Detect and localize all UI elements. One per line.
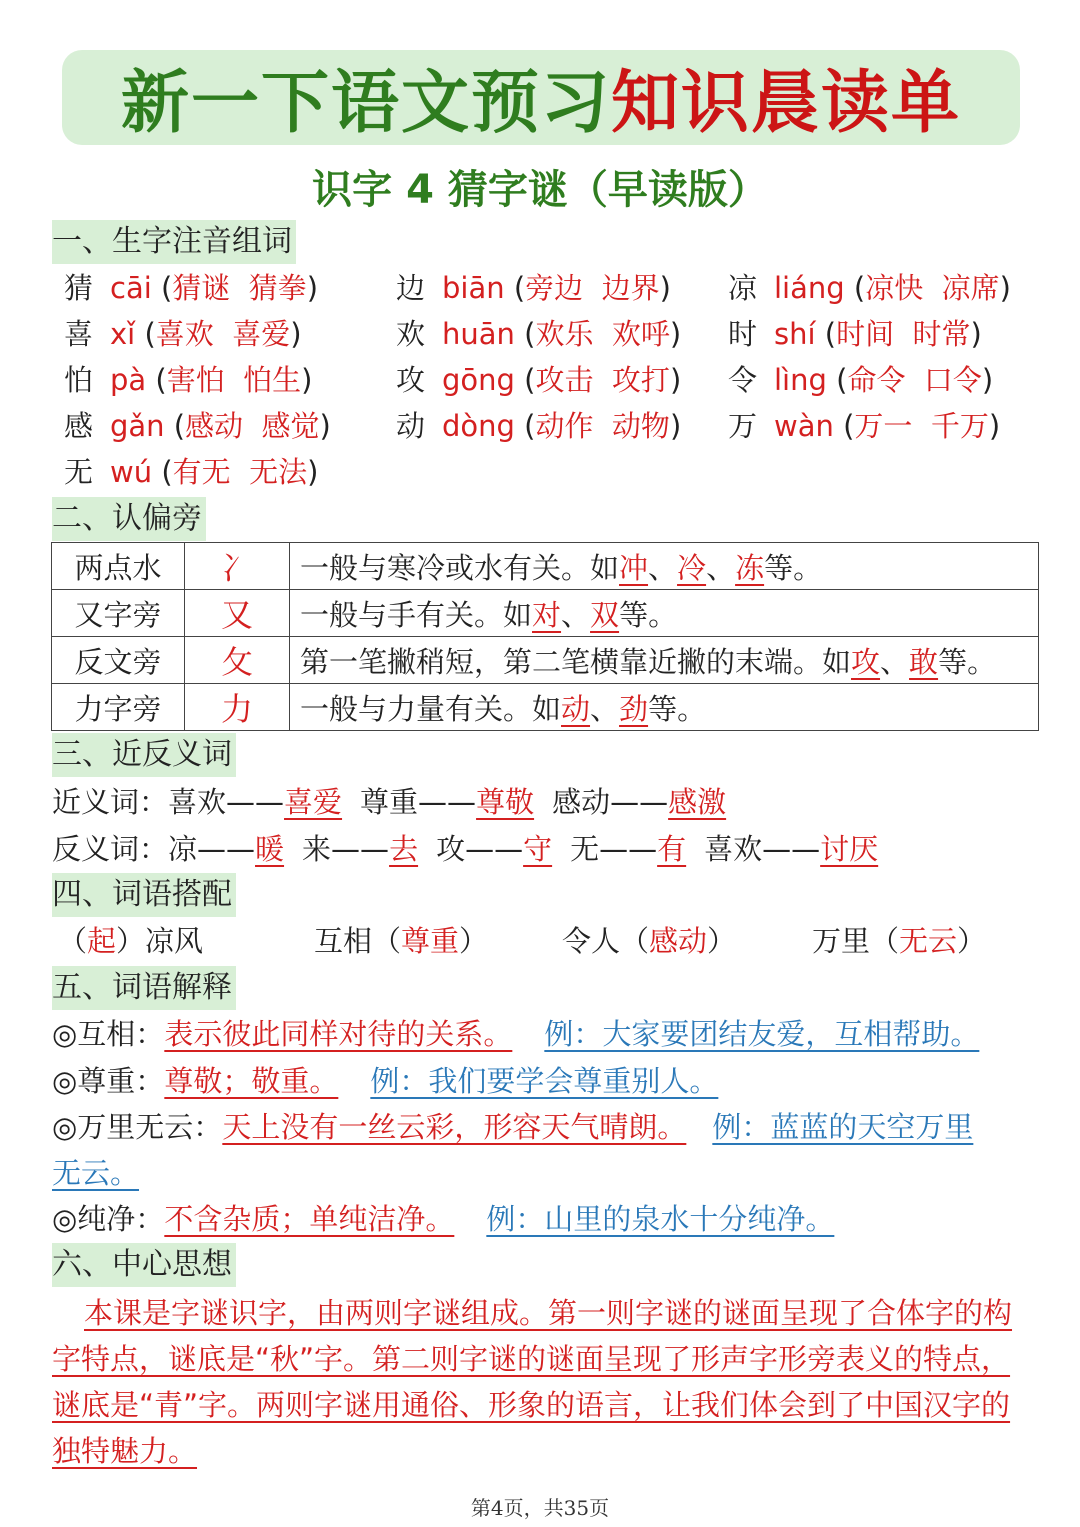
paren-close: ) — [669, 409, 682, 443]
paren-open: ( — [833, 409, 855, 443]
vocab-words: 凉快 凉席 — [865, 271, 1000, 305]
collocation-prefix: （ — [58, 924, 88, 958]
section-heading-definitions: 五、词语解释 — [52, 966, 236, 1010]
title-banner — [62, 50, 1020, 145]
paren-close: ) — [301, 363, 313, 397]
collocation-suffix: ）凉风 — [116, 924, 204, 958]
vocab-pinyin: pà — [110, 363, 147, 397]
word-pair-answer: 暖 — [255, 832, 285, 866]
radical-name: 又字旁 — [52, 590, 185, 637]
definition-term: ◎互相： — [52, 1017, 165, 1051]
definition-meaning: 不含杂质；单纯洁净。 — [164, 1202, 455, 1236]
vocab-words: 攻击 攻打 — [535, 363, 670, 397]
vocab-pinyin: huān — [442, 317, 515, 351]
radical-example: 对 — [532, 597, 562, 632]
radical-symbol: 冫 — [185, 543, 290, 590]
definition-term: ◎尊重： — [52, 1064, 165, 1098]
radical-description-text: 第一笔撇稍短，第二笔横靠近撇的末端。如 — [300, 644, 852, 679]
radical-name: 两点水 — [52, 543, 185, 590]
vocab-words: 命令 口令 — [847, 363, 982, 397]
paren-close: ) — [669, 317, 682, 351]
paren-open: ( — [514, 317, 536, 351]
radical-example: 冻 — [735, 550, 765, 585]
paren-open: ( — [514, 363, 536, 397]
page-number: 第4页，共35页 — [470, 1496, 610, 1520]
word-pair-source: 喜欢—— — [704, 832, 821, 866]
vocab-words: 害怕 怕生 — [166, 363, 302, 397]
title-red: 知识晨读单 — [611, 63, 962, 143]
radical-row — [52, 590, 1039, 637]
definition-example: 例：蓝蓝的天空万里 — [712, 1110, 974, 1144]
collocation-item — [58, 921, 203, 961]
separator: 、 — [561, 597, 591, 632]
paren-close: ) — [981, 363, 994, 397]
paren-open: ( — [826, 363, 848, 397]
radical-example: 双 — [590, 597, 620, 632]
vocab-char: 令 — [728, 363, 758, 397]
vocab-row — [0, 450, 960, 496]
definition-item — [52, 1199, 834, 1239]
word-pair-answer: 去 — [389, 832, 419, 866]
collocation-prefix: 令人（ — [562, 924, 650, 958]
radical-row — [52, 543, 1039, 590]
radical-example: 动 — [561, 691, 591, 726]
vocab-row — [0, 404, 1001, 450]
vocab-entry — [728, 266, 1011, 310]
word-pair-answer: 喜爱 — [284, 785, 343, 819]
paren-open: ( — [152, 455, 173, 489]
vocab-row — [0, 358, 994, 404]
word-pair-source: 尊重—— — [360, 785, 477, 819]
paren-close: ) — [669, 363, 682, 397]
vocab-entry — [64, 358, 313, 402]
vocab-pinyin: cāi — [110, 271, 152, 305]
paren-open: ( — [815, 317, 837, 351]
radical-name: 力字旁 — [52, 684, 185, 731]
paren-close: ) — [999, 271, 1011, 305]
paren-open: ( — [164, 409, 186, 443]
word-pair-source: 来—— — [302, 832, 390, 866]
vocab-entry — [396, 266, 671, 310]
radical-description-text: 一般与寒冷或水有关。如 — [300, 550, 620, 585]
vocab-char: 感 — [64, 409, 94, 443]
vocab-char: 喜 — [64, 317, 94, 351]
definition-term: ◎纯净： — [52, 1202, 165, 1236]
radical-example: 劲 — [619, 691, 649, 726]
paren-close: ) — [307, 455, 319, 489]
definition-item — [52, 1061, 718, 1101]
radical-description-end: 等。 — [938, 644, 997, 679]
vocab-entry — [396, 404, 681, 448]
vocab-entry — [64, 312, 302, 356]
radical-row — [52, 684, 1039, 731]
paren-close: ) — [659, 271, 671, 305]
paren-open: ( — [146, 363, 167, 397]
separator: 、 — [590, 691, 620, 726]
vocab-char: 凉 — [728, 271, 758, 305]
vocab-entry — [64, 404, 331, 448]
paren-close: ) — [970, 317, 982, 351]
radical-symbol: 攵 — [185, 637, 290, 684]
radical-row — [52, 637, 1039, 684]
definition-term: ◎万里无云： — [52, 1110, 223, 1144]
vocab-entry — [64, 266, 318, 310]
radical-description — [290, 543, 1039, 590]
vocab-entry — [728, 404, 1000, 448]
definition-meaning: 天上没有一丝云彩，形容天气晴朗。 — [222, 1110, 687, 1144]
vocab-words: 有无 无法 — [172, 455, 308, 489]
radical-symbol: 又 — [185, 590, 290, 637]
vocab-char: 时 — [728, 317, 758, 351]
word-pair-source: 凉—— — [168, 832, 256, 866]
vocab-pinyin: lìng — [774, 363, 827, 397]
synonyms-line — [52, 782, 726, 822]
word-pair-source: 攻—— — [436, 832, 524, 866]
collocation-suffix: ） — [707, 924, 737, 958]
collocation-prefix: 万里（ — [812, 924, 900, 958]
paren-open: ( — [135, 317, 156, 351]
collocation-fill: 无云 — [899, 924, 958, 958]
title-green: 新一下语文预习 — [120, 63, 611, 143]
word-pair-source: 无—— — [570, 832, 658, 866]
section-heading-main-idea: 六、中心思想 — [52, 1243, 236, 1287]
vocab-char: 怕 — [64, 363, 94, 397]
vocab-entry — [396, 358, 681, 402]
radical-description — [290, 637, 1039, 684]
vocab-entry — [728, 358, 993, 402]
paren-open: ( — [504, 271, 526, 305]
radical-example: 攻 — [851, 644, 881, 679]
vocab-entry — [728, 312, 982, 356]
vocab-char: 万 — [728, 409, 758, 443]
definition-example: 例：山里的泉水十分纯净。 — [486, 1202, 835, 1236]
vocab-pinyin: gǎn — [110, 409, 165, 443]
vocab-words: 时间 时常 — [836, 317, 971, 351]
section-heading-radicals: 二、认偏旁 — [52, 497, 206, 541]
word-pair-source: 喜欢—— — [168, 785, 285, 819]
vocab-row — [0, 312, 982, 358]
definition-example-continued: 无云。 — [52, 1156, 140, 1190]
vocab-row — [0, 266, 1011, 312]
radical-example: 敢 — [909, 644, 939, 679]
definition-item-continued — [52, 1153, 139, 1193]
vocab-entry — [396, 312, 681, 356]
vocab-char: 动 — [396, 409, 426, 443]
word-pair-answer: 尊敬 — [476, 785, 535, 819]
antonyms-line — [52, 829, 878, 869]
radical-description-end: 等。 — [619, 597, 678, 632]
radical-description-text: 一般与力量有关。如 — [300, 691, 562, 726]
collocation-suffix: ） — [957, 924, 987, 958]
vocab-pinyin: wàn — [774, 409, 834, 443]
definition-meaning: 表示彼此同样对待的关系。 — [164, 1017, 513, 1051]
main-idea-text: 本课是字谜识字，由两则字谜组成。第一则字谜的谜面呈现了合体字的构字特点，谜底是“秋”字。第二则字谜的谜面呈现了形声字形旁表义的特点，谜底是“青”字。两则字谜用通俗、形象的语言，让我们体会到了中国汉字的独特魅力。 — [52, 1296, 1013, 1468]
radical-description-text: 一般与手有关。如 — [300, 597, 533, 632]
vocab-words: 旁边 边界 — [525, 271, 660, 305]
vocab-pinyin: shí — [774, 317, 816, 351]
vocab-pinyin: biān — [442, 271, 505, 305]
antonyms-label: 反义词： — [52, 832, 169, 866]
definition-meaning: 尊敬；敬重。 — [164, 1064, 339, 1098]
paren-close: ) — [306, 271, 319, 305]
vocab-words: 感动 感觉 — [185, 409, 320, 443]
vocab-words: 猜谜 猜拳 — [172, 271, 307, 305]
radical-description-end: 等。 — [648, 691, 707, 726]
radicals-table — [51, 542, 1039, 731]
paren-open: ( — [514, 409, 536, 443]
section-heading-synonyms: 三、近反义词 — [52, 733, 236, 777]
radical-description — [290, 590, 1039, 637]
vocab-char: 猜 — [64, 271, 94, 305]
vocab-char: 无 — [64, 455, 94, 489]
section-heading-vocab: 一、生字注音组词 — [52, 220, 296, 264]
collocation-item — [314, 921, 488, 961]
collocation-item — [562, 921, 736, 961]
vocab-words: 动作 动物 — [535, 409, 670, 443]
paren-close: ) — [319, 409, 331, 443]
radical-description — [290, 684, 1039, 731]
definition-item — [52, 1014, 979, 1054]
main-idea-paragraph — [52, 1290, 1032, 1474]
paren-open: ( — [844, 271, 866, 305]
radical-symbol: 力 — [185, 684, 290, 731]
vocab-pinyin: dòng — [442, 409, 515, 443]
separator: 、 — [706, 550, 736, 585]
lesson-subtitle: 识字 4 猜字谜（早读版） — [312, 167, 768, 213]
word-pair-answer: 有 — [657, 832, 687, 866]
paren-close: ) — [988, 409, 1001, 443]
vocab-words: 喜欢 喜爱 — [155, 317, 291, 351]
collocation-item — [812, 921, 986, 961]
vocab-entry — [64, 450, 318, 494]
collocation-fill: 起 — [87, 924, 117, 958]
vocab-pinyin: wú — [110, 455, 153, 489]
section-heading-collocations: 四、词语搭配 — [52, 873, 236, 917]
vocab-char: 攻 — [396, 363, 426, 397]
vocab-pinyin: xǐ — [110, 317, 136, 351]
radical-example: 冷 — [677, 550, 707, 585]
paren-close: ) — [290, 317, 302, 351]
collocation-fill: 尊重 — [401, 924, 460, 958]
vocab-words: 欢乐 欢呼 — [535, 317, 670, 351]
paren-open: ( — [151, 271, 173, 305]
word-pair-source: 感动—— — [552, 785, 669, 819]
word-pair-answer: 讨厌 — [820, 832, 879, 866]
vocab-char: 边 — [396, 271, 426, 305]
vocab-words: 万一 千万 — [854, 409, 989, 443]
word-pair-answer: 守 — [523, 832, 553, 866]
radical-description-end: 等。 — [764, 550, 823, 585]
separator: 、 — [648, 550, 678, 585]
radical-example: 冲 — [619, 550, 649, 585]
radical-name: 反文旁 — [52, 637, 185, 684]
vocab-char: 欢 — [396, 317, 426, 351]
definition-example: 例：大家要团结友爱，互相帮助。 — [544, 1017, 980, 1051]
definition-item — [52, 1107, 973, 1147]
word-pair-answer: 感激 — [668, 785, 727, 819]
synonyms-label: 近义词： — [52, 785, 169, 819]
vocab-pinyin: gōng — [442, 363, 515, 397]
definition-example: 例：我们要学会尊重别人。 — [370, 1064, 719, 1098]
collocation-suffix: ） — [459, 924, 489, 958]
collocation-fill: 感动 — [649, 924, 708, 958]
vocab-pinyin: liáng — [774, 271, 845, 305]
separator: 、 — [880, 644, 910, 679]
collocation-prefix: 互相（ — [314, 924, 402, 958]
